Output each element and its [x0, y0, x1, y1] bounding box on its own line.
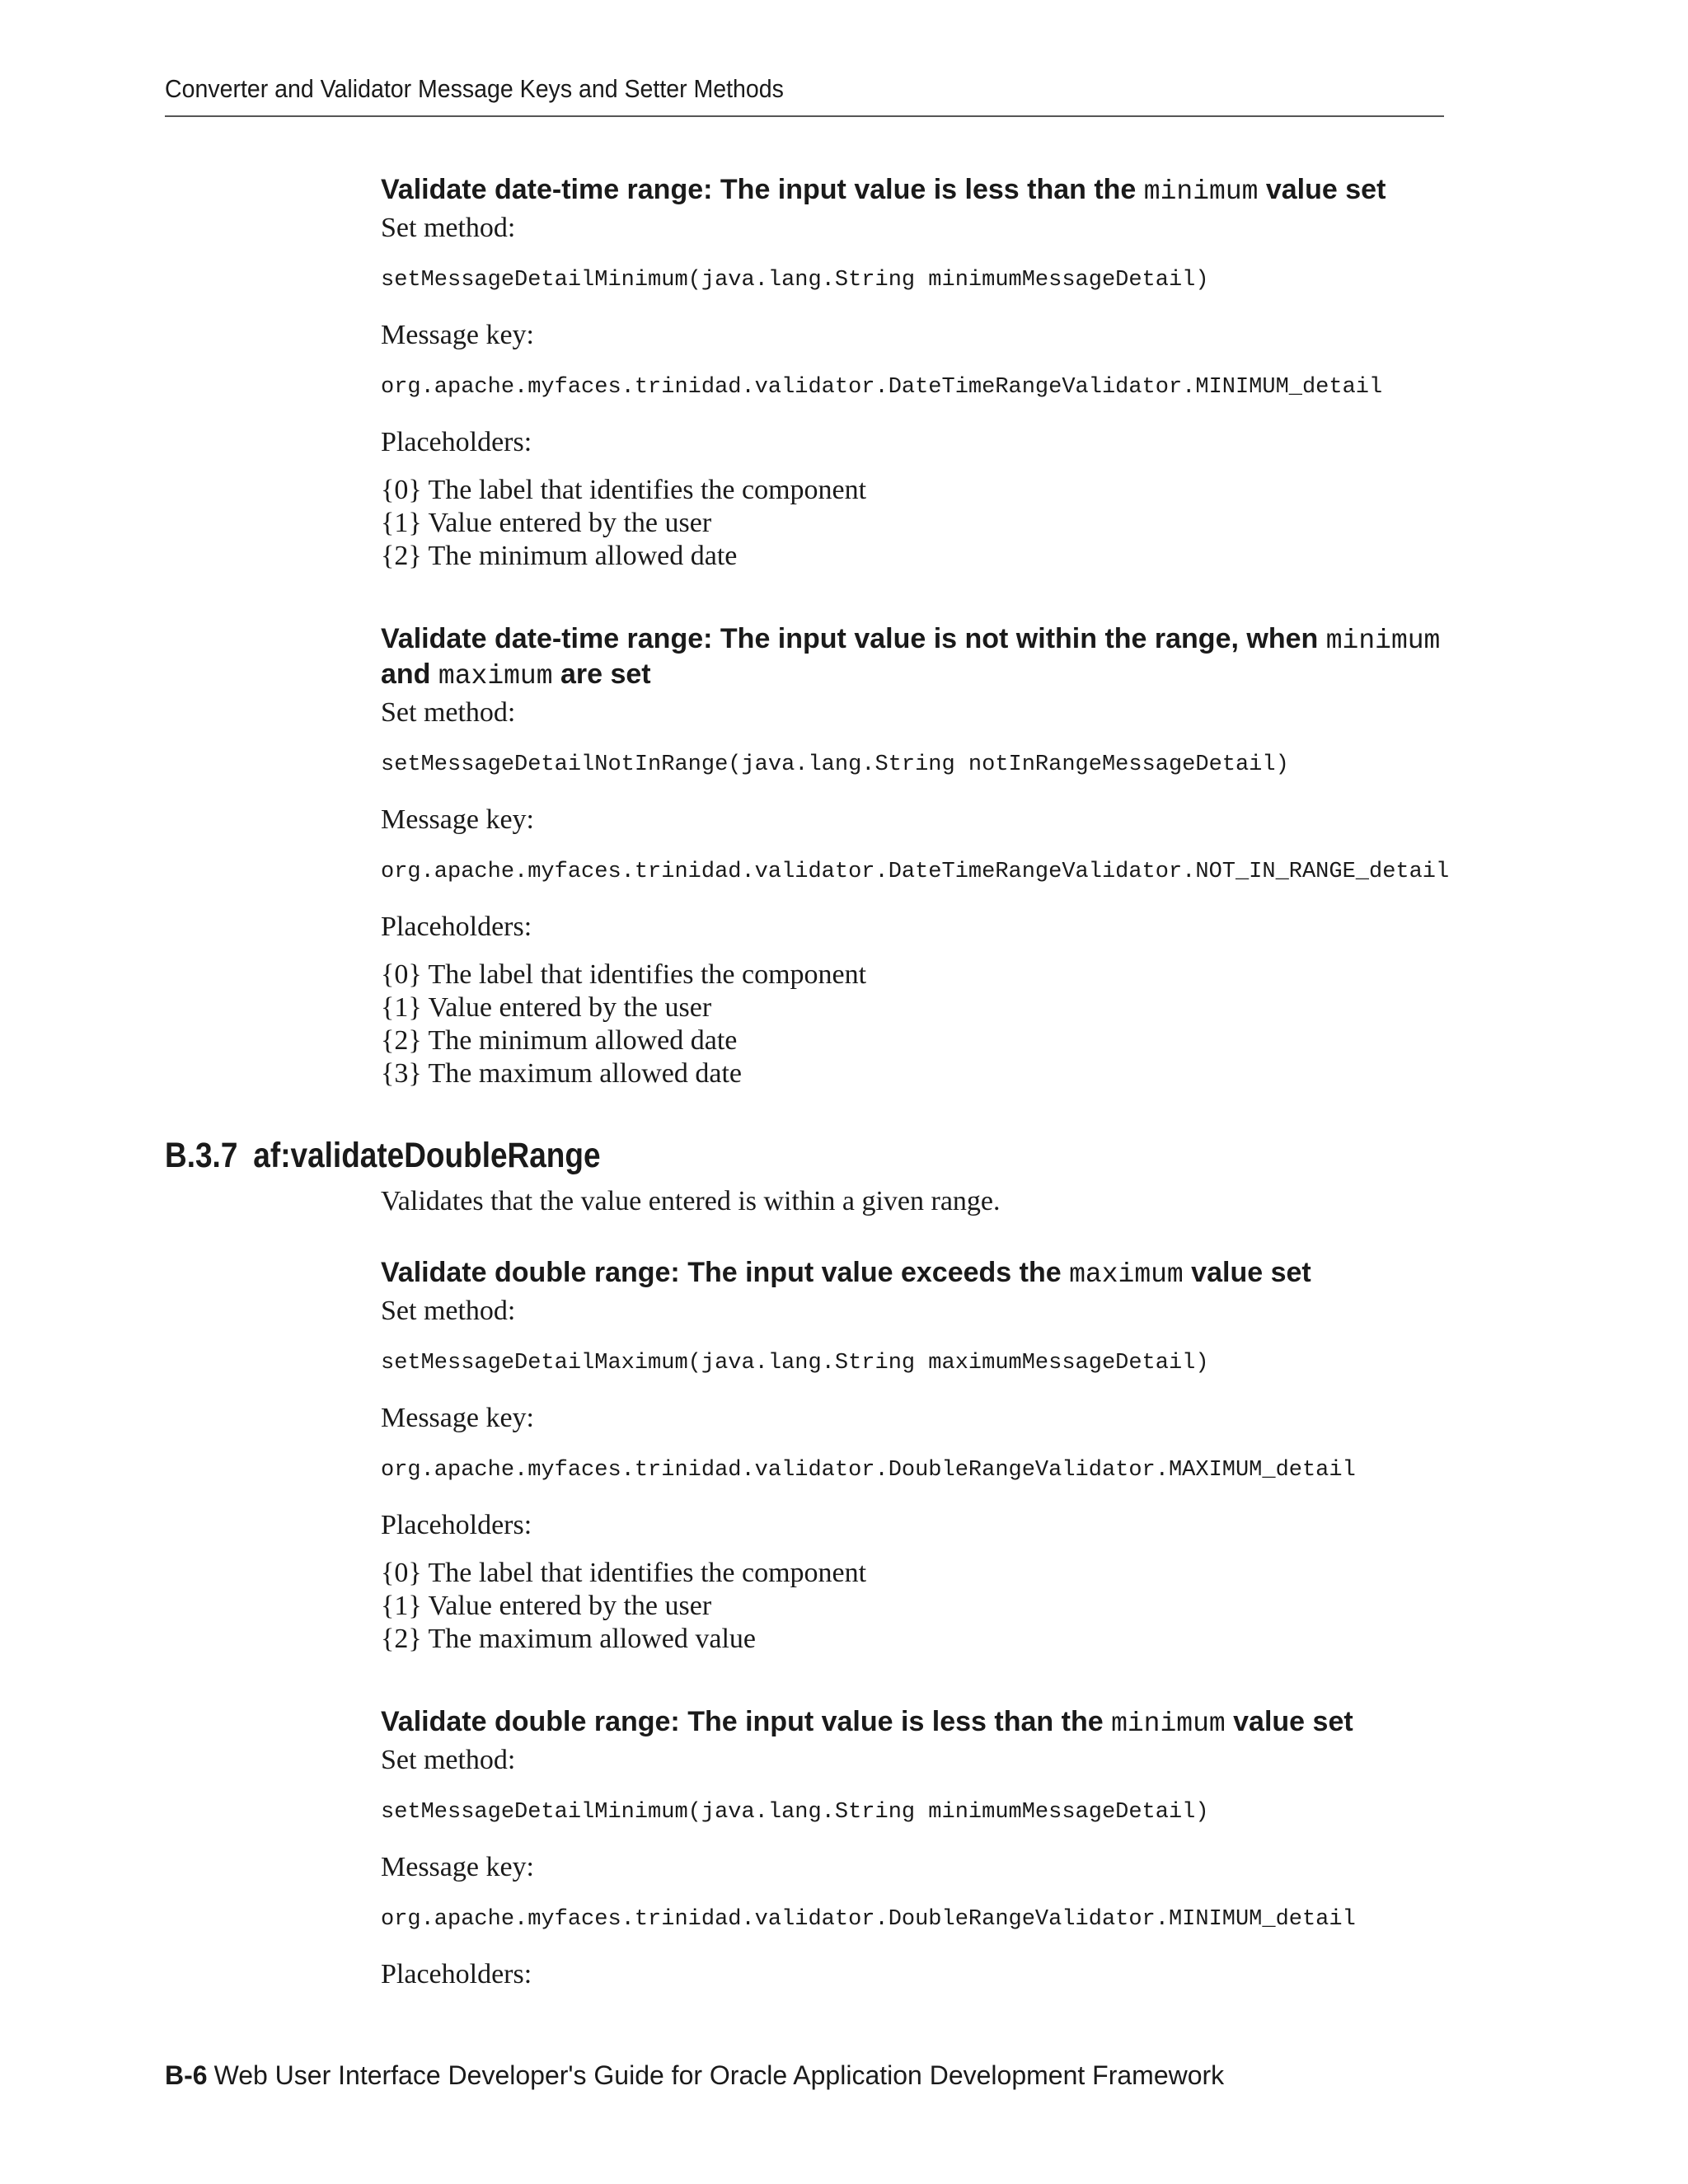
section-heading — [165, 1136, 601, 1175]
placeholders-list — [381, 1557, 1452, 1656]
placeholder-item: {3} The maximum allowed date — [381, 1058, 743, 1089]
placeholders-label: Placeholders: — [381, 427, 532, 457]
placeholder-item: {1} Value entered by the user — [381, 508, 712, 538]
placeholder-item: {0} The label that identifies the component — [381, 1558, 867, 1588]
page-footer — [165, 2060, 1224, 2091]
datetime-minimum-block — [381, 173, 1452, 573]
placeholder-item: {2} The maximum allowed value — [381, 1624, 757, 1654]
message-key-label: Message key: — [381, 1852, 535, 1882]
content-upper — [381, 173, 1452, 1090]
setter-method-code: setMessageDetailMinimum(java.lang.String minimumMessageDetail) — [381, 1800, 1209, 1825]
section-intro: Validates that the value entered is within a given range. — [381, 1186, 1001, 1216]
setter-method-code: setMessageDetailMaximum(java.lang.String maximumMessageDetail) — [381, 1351, 1209, 1376]
double-minimum-heading: Validate double range: The input value is less than the minimum value set — [381, 1706, 1353, 1739]
message-key-label: Message key: — [381, 320, 535, 350]
placeholders-list — [381, 474, 1452, 573]
message-key-code: org.apache.myfaces.trinidad.validator.DoubleRangeValidator.MINIMUM_detail — [381, 1907, 1356, 1932]
placeholder-item: {0} The label that identifies the component — [381, 959, 867, 990]
double-minimum-block — [381, 1705, 1452, 1991]
placeholder-item: {1} Value entered by the user — [381, 992, 712, 1023]
section-number: B.3.7 — [165, 1136, 238, 1175]
message-key-code: org.apache.myfaces.trinidad.validator.DoubleRangeValidator.MAXIMUM_detail — [381, 1458, 1356, 1483]
placeholder-item: {2} The minimum allowed date — [381, 541, 738, 571]
set-method-label: Set method: — [381, 1745, 516, 1775]
placeholders-label: Placeholders: — [381, 1959, 532, 1990]
page-number: B-6 — [165, 2060, 208, 2090]
datetime-minimum-heading: Validate date-time range: The input value is less than the minimum value set — [381, 174, 1386, 207]
placeholder-item: {0} The label that identifies the component — [381, 475, 867, 505]
book-title: Web User Interface Developer's Guide for Oracle Application Development Framework — [213, 2060, 1225, 2090]
content-lower — [381, 1185, 1452, 1991]
section-title: af:validateDoubleRange — [253, 1136, 601, 1175]
double-maximum-heading: Validate double range: The input value exceeds the maximum value set — [381, 1257, 1311, 1290]
datetime-range-heading: Validate date-time range: The input value is not within the range, when minimum and maximum are set — [381, 623, 1441, 691]
placeholder-item: {1} Value entered by the user — [381, 1591, 712, 1621]
setter-method-code: setMessageDetailNotInRange(java.lang.String notInRangeMessageDetail) — [381, 752, 1289, 777]
message-key-code: org.apache.myfaces.trinidad.validator.DateTimeRangeValidator.NOT_IN_RANGE_detail — [381, 860, 1450, 884]
set-method-label: Set method: — [381, 213, 516, 243]
message-key-label: Message key: — [381, 1403, 535, 1433]
running-header: Converter and Validator Message Keys and Setter Methods — [165, 74, 784, 103]
header-rule — [165, 115, 1444, 117]
placeholders-list — [381, 958, 1452, 1090]
placeholder-item: {2} The minimum allowed date — [381, 1025, 738, 1056]
placeholders-label: Placeholders: — [381, 1510, 532, 1540]
message-key-label: Message key: — [381, 804, 535, 835]
placeholders-label: Placeholders: — [381, 912, 532, 942]
set-method-label: Set method: — [381, 697, 516, 728]
set-method-label: Set method: — [381, 1296, 516, 1326]
double-maximum-block — [381, 1256, 1452, 1656]
setter-method-code: setMessageDetailMinimum(java.lang.String minimumMessageDetail) — [381, 268, 1209, 293]
message-key-code: org.apache.myfaces.trinidad.validator.DateTimeRangeValidator.MINIMUM_detail — [381, 375, 1383, 400]
datetime-range-block — [381, 622, 1452, 1090]
